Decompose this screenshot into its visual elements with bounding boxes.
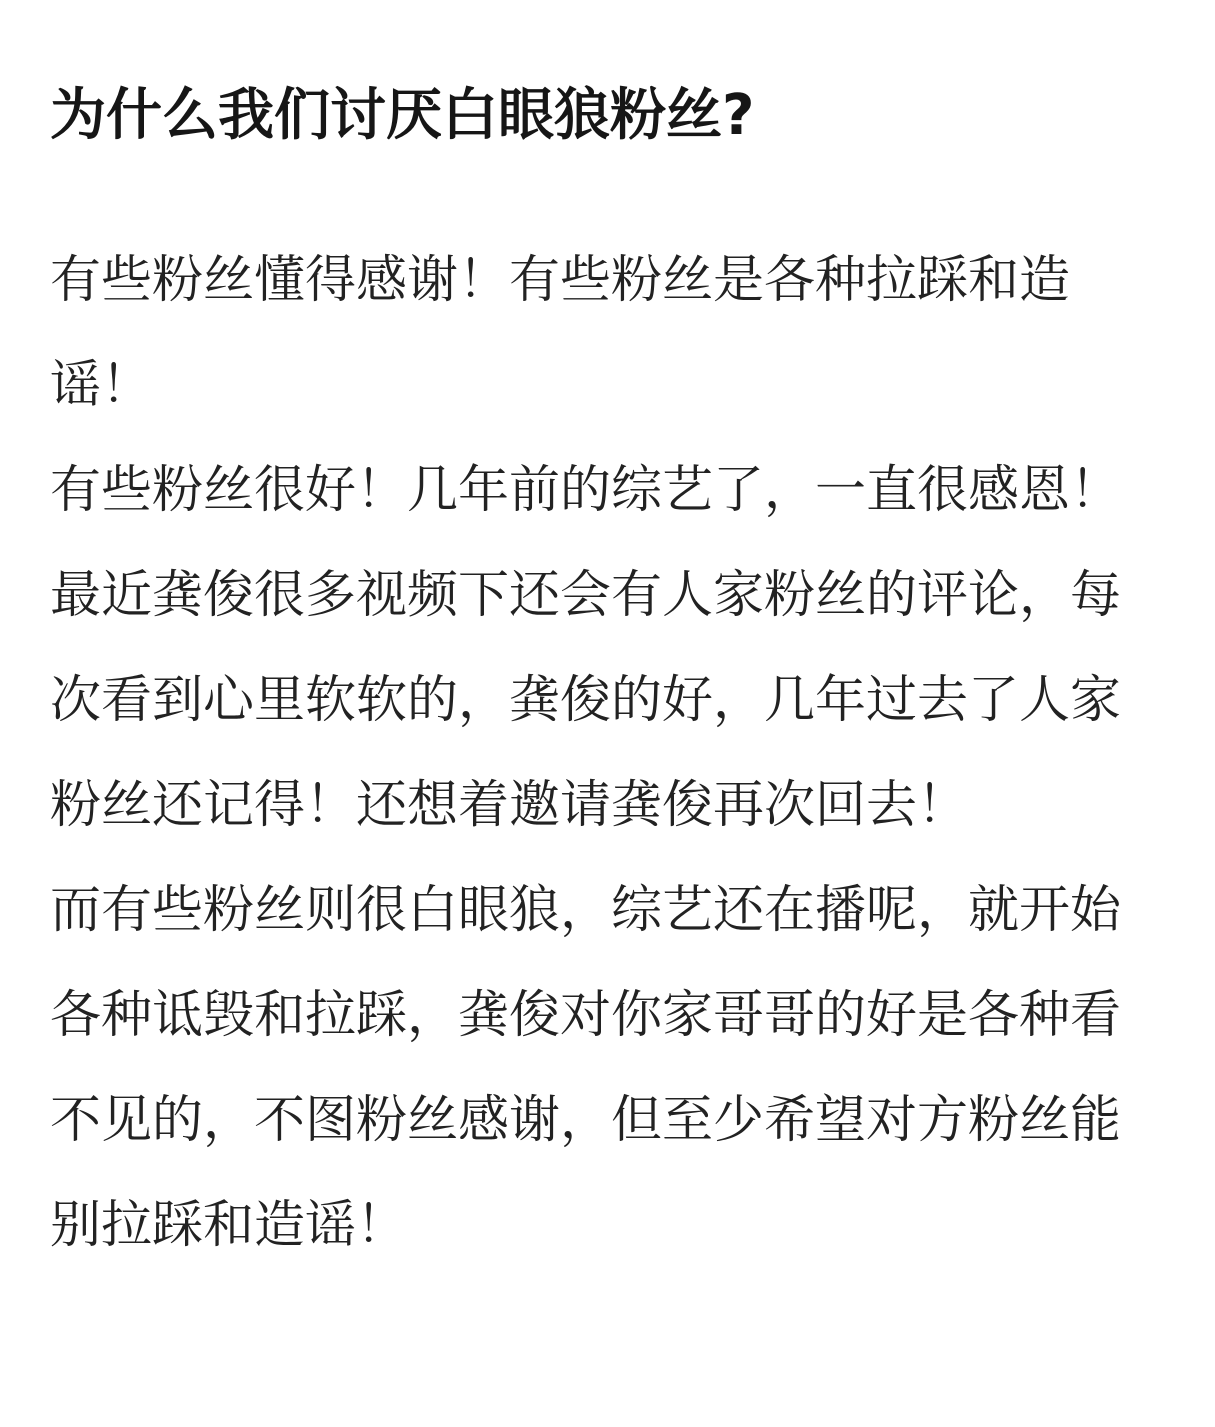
post-body [50, 228, 1170, 1278]
paragraph-3: 而有些粉丝则很白眼狼，综艺还在播呢，就开始各种诋毁和拉踩，龚俊对你家哥哥的好是各种看不见的，不图粉丝感谢，但至少希望对方粉丝能别拉踩和造谣！ [50, 881, 1122, 1255]
paragraph-2: 有些粉丝很好！几年前的综艺了，一直很感恩！最近龚俊很多视频下还会有人家粉丝的评论，每次看到心里软软的，龚俊的好，几年过去了人家粉丝还记得！还想着邀请龚俊再次回去！ [50, 461, 1122, 835]
post-title: 为什么我们讨厌白眼狼粉丝? [50, 83, 755, 148]
paragraph-1: 有些粉丝懂得感谢！有些粉丝是各种拉踩和造谣！ [50, 251, 1071, 415]
post [50, 0, 1170, 1278]
